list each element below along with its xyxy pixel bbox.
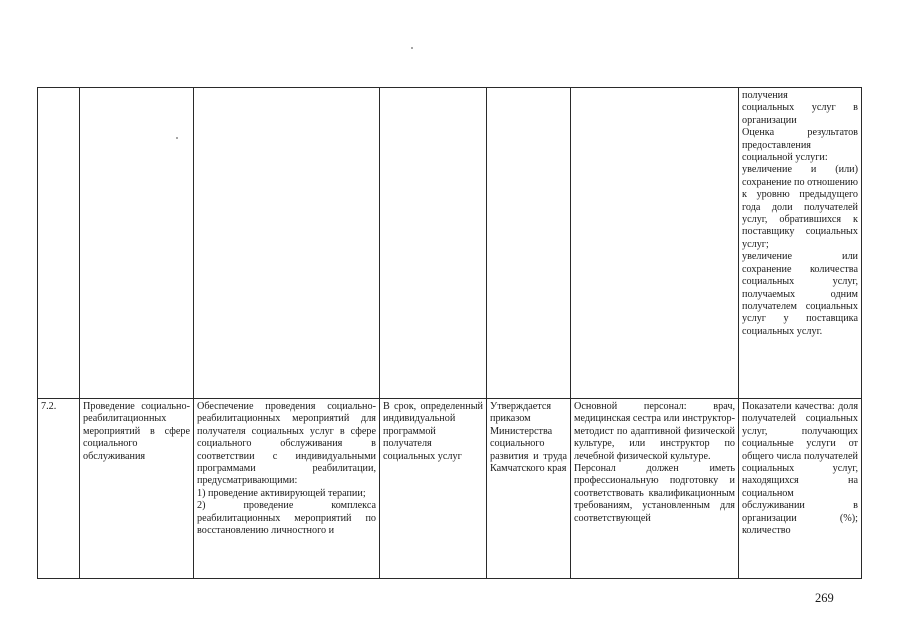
results-text-line: увеличение или сохранение количества социальных услуг, получаемых одним получателем социальных услуг у поставщика социальных услуг. bbox=[742, 251, 858, 337]
conditions-text-line: Основной персонал: врач, медицинская сестра или инструктор-методист по адаптивной физической культуре, или инструктор по лечебной физической культуре. bbox=[574, 401, 735, 462]
table-row-7-2 bbox=[38, 399, 862, 579]
cell-conditions-empty bbox=[571, 88, 739, 399]
conditions-text-line: Персонал должен иметь профессиональную подготовку и соответствовать квалификационным требованиям, установленным для соответствующей bbox=[574, 463, 735, 524]
description-text-line: 2) проведение комплекса реабилитационных мероприятий по восстановлению личностного и bbox=[197, 500, 376, 537]
cell-indicators: Показатели качества: доля получателей социальных услуг, получающих социальные услуги от общего числа получателей социальных услуг, находящихся на социальном обслуживании в организации (%); количество bbox=[739, 399, 862, 579]
results-text-line: получения bbox=[742, 90, 788, 101]
results-text-line: социальных услуг в организации bbox=[742, 102, 858, 126]
results-text-line: Оценка результатов предоставления социальной услуги: bbox=[742, 127, 858, 164]
cell-description bbox=[194, 399, 380, 579]
cell-term-empty bbox=[380, 88, 487, 399]
cell-number: 7.2. bbox=[38, 399, 80, 579]
services-table bbox=[37, 87, 862, 579]
results-text-line: увеличение и (или) сохранение по отношению к уровню предыдущего года доли получателей услуг, обратившихся к поставщику социальных услуг; bbox=[742, 164, 858, 250]
cell-service-name-empty bbox=[80, 88, 194, 399]
table-row-continuation bbox=[38, 88, 862, 399]
scan-speck bbox=[411, 47, 413, 49]
page-number: 269 bbox=[815, 591, 834, 605]
cell-service-name: Проведение социально-реабилитационных мероприятий в сфере социального обслуживания bbox=[80, 399, 194, 579]
cell-conditions bbox=[571, 399, 739, 579]
cell-description-empty bbox=[194, 88, 380, 399]
cell-term: В срок, определенный индивидуальной программой получателя социальных услуг bbox=[380, 399, 487, 579]
description-text-line: 1) проведение активирующей терапии; bbox=[197, 487, 366, 499]
cell-results bbox=[739, 88, 862, 399]
cell-number-empty bbox=[38, 88, 80, 399]
cell-tariff: Утверждается приказом Министерства социального развития и труда Камчатского края bbox=[487, 399, 571, 579]
description-text-line: Обеспечение проведения социально-реабилитационных мероприятий для получателя социальных услуг в сфере социального обслуживания в соответствии с индивидуальными программами реабилитации, предусматривающими: bbox=[197, 401, 376, 487]
cell-tariff-empty bbox=[487, 88, 571, 399]
